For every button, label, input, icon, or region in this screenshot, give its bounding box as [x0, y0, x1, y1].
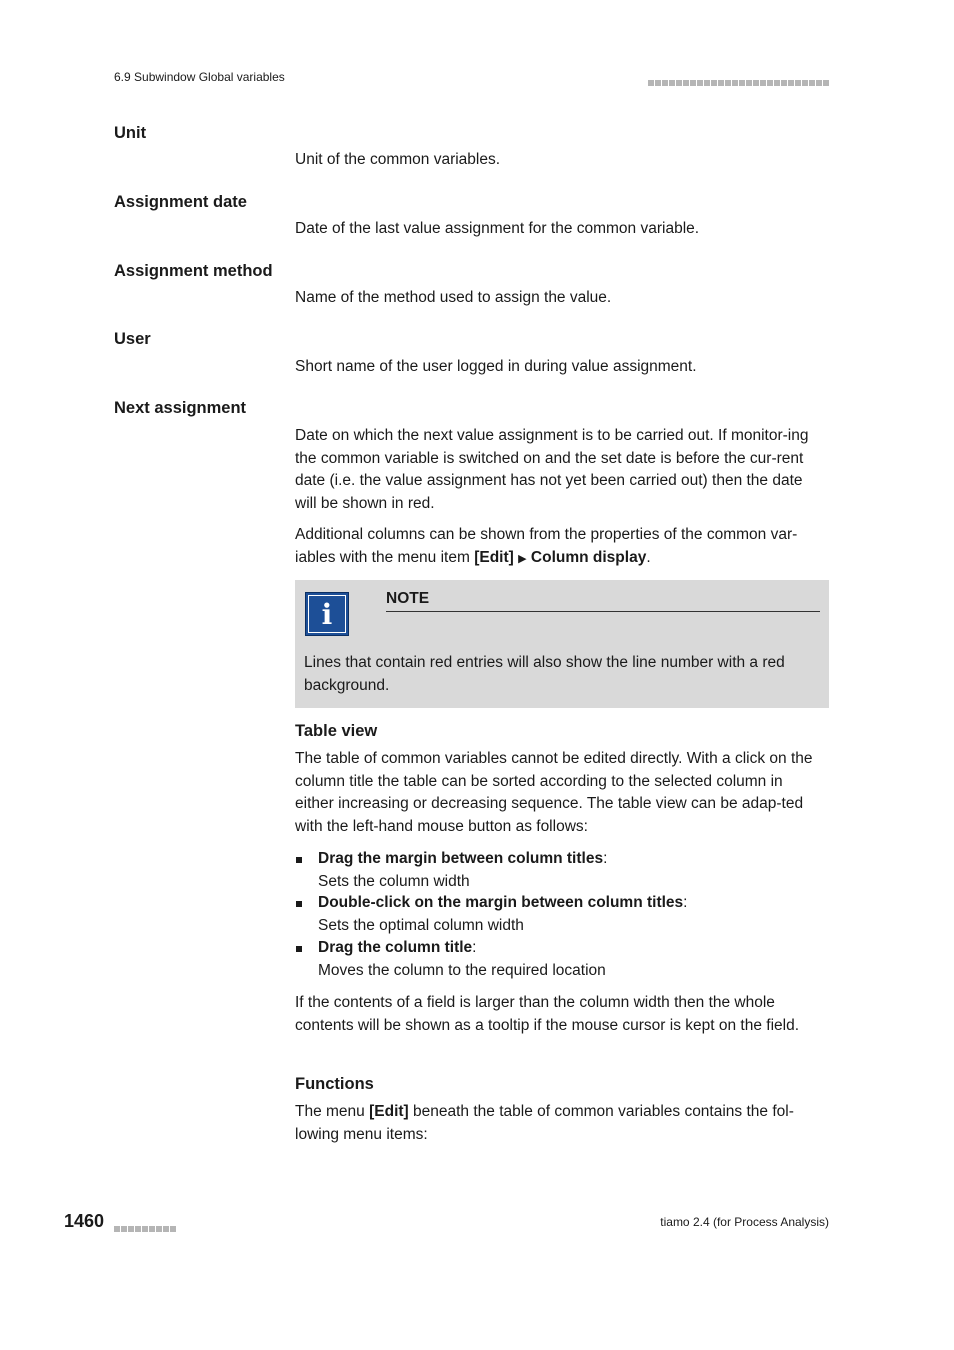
desc-assignment-date: Date of the last value assignment for the common variable. [295, 220, 700, 237]
menu-edit-ref: [Edit] [474, 548, 514, 566]
term-next-assignment: Next assignment [114, 399, 247, 417]
list-item: Double-click on the margin between column titles: Sets the optimal column width [295, 892, 830, 937]
term-user: User [114, 330, 151, 348]
bullet-icon [296, 857, 302, 863]
desc-next-assignment: Date on which the next value assignment is to be carried out. If monitor-ing the common variable is switched on and the set date is before the cur-rent date (i.e. the value assignment has not yet been carried out) then the date will be shown in red. [295, 427, 809, 512]
menu-column-display-ref: Column display [530, 548, 647, 566]
term-unit: Unit [114, 124, 147, 142]
bullet-icon [296, 901, 302, 907]
header-dots [648, 73, 830, 91]
product-name: tiamo 2.4 (for Process Analysis) [660, 1215, 829, 1229]
footer-dots [114, 1219, 177, 1237]
table-view-intro: The table of common variables cannot be edited directly. With a click on the column title the table can be sorted according to the selected column in either increasing or decreasing sequence. The table view can be adap-ted with the left-hand mouse button as follows: [295, 750, 813, 835]
functions-heading: Functions [295, 1075, 374, 1093]
tooltip-paragraph: If the contents of a field is larger than the column width then the whole contents will be shown as a tooltip if the mouse cursor is kept on the field. [295, 994, 800, 1034]
additional-columns-paragraph: Additional columns can be shown from the properties of the common var-iables with the menu item [Edit] ▶ Column display. [295, 526, 798, 566]
term-assignment-method: Assignment method [114, 262, 273, 280]
bullet-icon [296, 946, 302, 952]
info-icon: i [305, 592, 349, 636]
note-text: Lines that contain red entries will also show the line number with a red background. [304, 654, 785, 694]
list-item: Drag the margin between column titles: Sets the column width [295, 848, 830, 893]
term-assignment-date: Assignment date [114, 193, 247, 211]
section-title: 6.9 Subwindow Global variables [114, 70, 285, 84]
desc-assignment-method: Name of the method used to assign the value. [295, 289, 612, 306]
menu-edit-ref: [Edit] [369, 1103, 409, 1120]
functions-paragraph: The menu [Edit] beneath the table of common variables contains the fol-lowing menu items: [295, 1103, 794, 1143]
menu-arrow-icon: ▶ [518, 552, 527, 565]
desc-user: Short name of the user logged in during value assignment. [295, 358, 697, 375]
note-box [295, 580, 829, 708]
list-item: Drag the column title: Moves the column to the required location [295, 937, 830, 982]
page-number: 1460 [64, 1211, 105, 1231]
table-view-heading: Table view [295, 722, 378, 740]
note-title: NOTE [386, 590, 820, 612]
desc-unit: Unit of the common variables. [295, 151, 501, 168]
